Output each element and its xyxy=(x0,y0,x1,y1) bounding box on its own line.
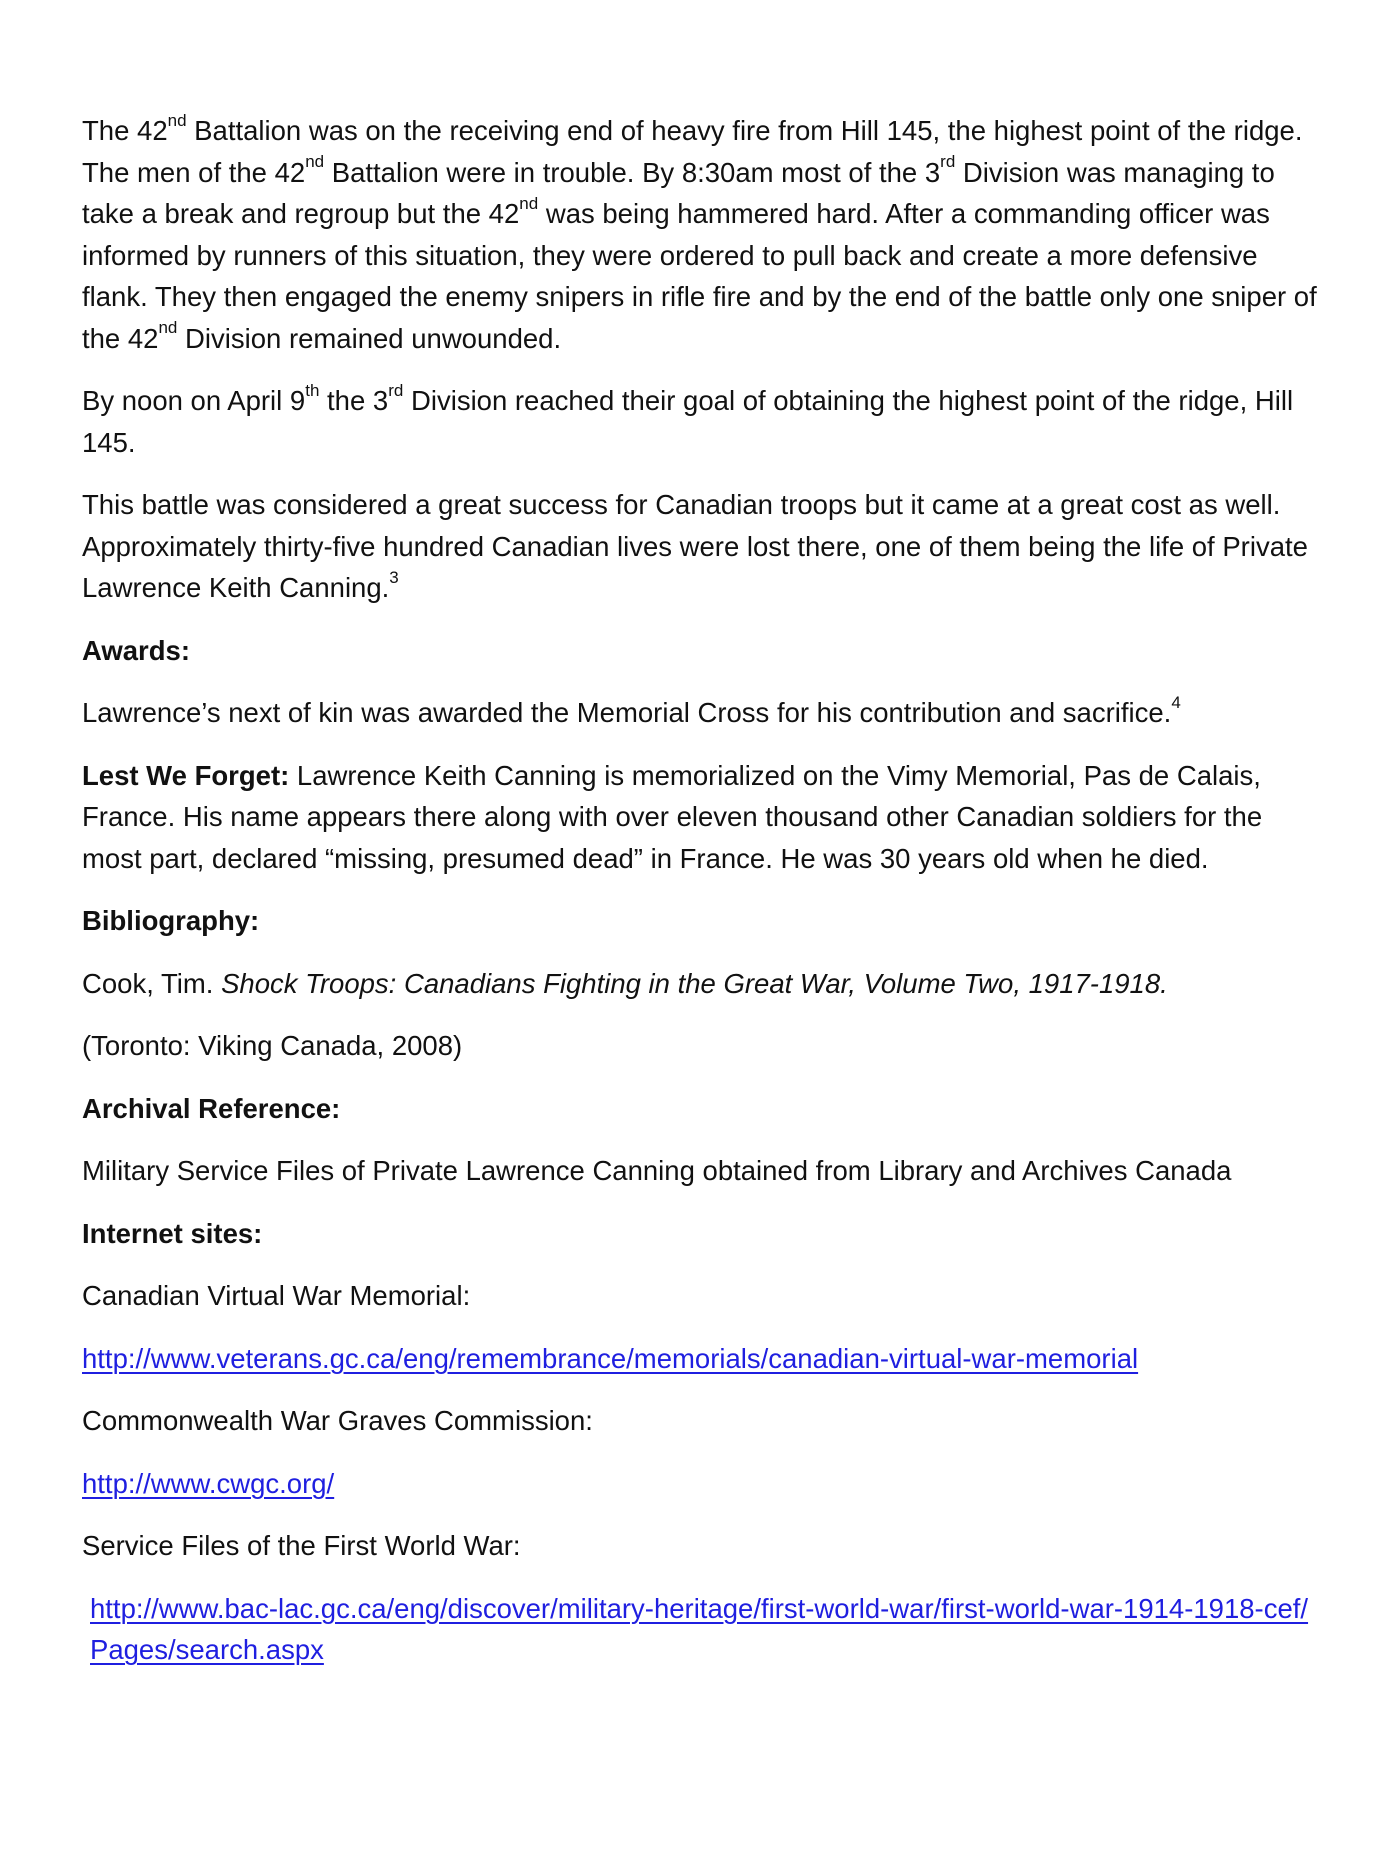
link-cvwm[interactable]: http://www.veterans.gc.ca/eng/remembrance/memorials/canadian-virtual-war-memorial xyxy=(82,1342,1139,1374)
site-label-cwgc: Commonwealth War Graves Commission: xyxy=(82,1405,593,1436)
bibliography-publisher: (Toronto: Viking Canada, 2008) xyxy=(82,1030,463,1061)
internet-sites-heading: Internet sites: xyxy=(82,1217,263,1249)
bibliography-heading: Bibliography: xyxy=(82,905,260,936)
awards-heading: Awards: xyxy=(82,634,190,666)
archival-text: Military Service Files of Private Lawrence Canning obtained from Library and Archives Canada xyxy=(82,1155,1232,1186)
site-label-service-files: Service Files of the First World War: xyxy=(82,1530,521,1561)
document-page xyxy=(82,110,1322,1692)
lest-we-forget-label: Lest We Forget: xyxy=(82,759,290,791)
site-label-cvwm: Canadian Virtual War Memorial: xyxy=(82,1280,471,1311)
link-cwgc[interactable]: http://www.cwgc.org/ xyxy=(82,1467,335,1499)
site-link-row xyxy=(82,1588,1322,1671)
lest-we-forget-paragraph: Lest We Forget: Lawrence Keith Canning is memorialized on the Vimy Memorial, Pas de Calais, France. His name appears there along with over eleven thousand other Canadian soldiers for the most part, declared “missing, presumed dead” in France. He was 30 years old when he died. xyxy=(82,759,1263,874)
book-title: Shock Troops: Canadians Fighting in the Great War, Volume Two, 1917-1918. xyxy=(221,967,1168,999)
paragraph-battle-cost: This battle was considered a great success for Canadian troops but it came at a great cost as well. Approximately thirty-five hundred Canadian lives were lost there, one of them being the life of Private Lawrence Keith Canning.$^3$ xyxy=(82,489,1308,603)
paragraph-april-9th: By noon on April 9th the 3rd Division reached their goal of obtaining the highest point of the ridge, Hill 145. xyxy=(82,380,1294,458)
footnote-marker: 4 xyxy=(1171,692,1181,712)
paragraph-42nd-battalion: The 42nd Battalion was on the receiving end of heavy fire from Hill 145, the highest point of the ridge. The men of the 42nd Battalion were in trouble. By 8:30am most of the 3rd Division was managing to take a break and regroup but the 42nd was being hammered hard. After a commanding officer was informed by runners of this situation, they were ordered to pull back and create a more defensive flank. They then engaged the enemy snipers in rifle fire and by the end of the battle only one sniper of the 42nd Division remained unwounded. xyxy=(82,110,1317,354)
site-link-row xyxy=(82,1463,1322,1505)
archival-heading: Archival Reference: xyxy=(82,1092,341,1124)
site-link-row xyxy=(82,1338,1322,1380)
bibliography-entry: Cook, Tim. Shock Troops: Canadians Fighting in the Great War, Volume Two, 1917-1918. xyxy=(82,967,1168,999)
footnote-marker: 3 xyxy=(389,567,399,587)
awards-text: Lawrence’s next of kin was awarded the Memorial Cross for his contribution and sacrifice.$^4$ xyxy=(82,692,1181,728)
link-service-files[interactable]: http://www.bac-lac.gc.ca/eng/discover/military-heritage/first-world-war/first-world-war-1914-1918-cef/Pages/search.aspx xyxy=(90,1592,1309,1665)
